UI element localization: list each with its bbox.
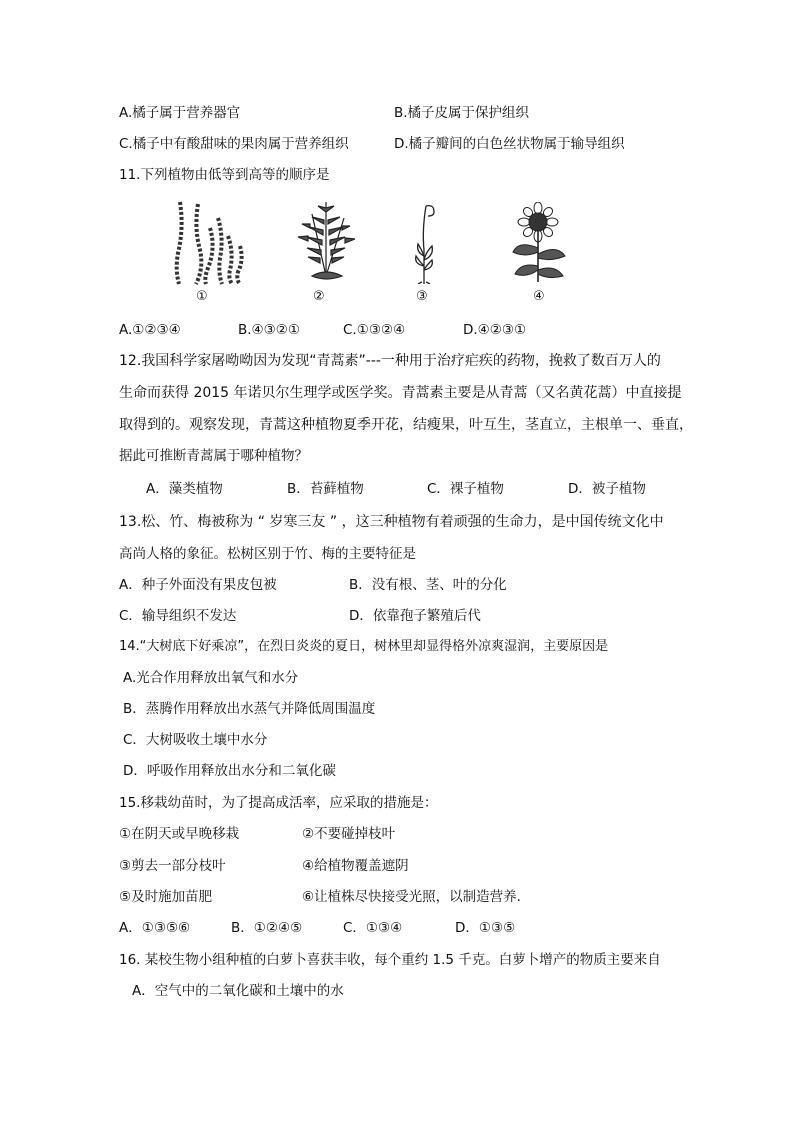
q15-option-c: C．①③④ (343, 920, 403, 936)
q10-option-b: B.橘子皮属于保护组织 (394, 105, 530, 121)
plant-label-1: ① (196, 289, 208, 304)
q11-option-b: B.④③②① (238, 322, 300, 338)
q15-item-6: ⑥让植株尽快接受光照，以制造营养. (302, 889, 521, 905)
q11-option-d: D.④②③① (463, 322, 527, 338)
q14-option-b: B．蒸腾作用释放出水蒸气并降低周围温度 (123, 701, 376, 717)
plant-label-4: ④ (533, 289, 545, 304)
q10-option-a: A.橘子属于营养器官 (119, 105, 241, 121)
q11-stem: 11.下列植物由低等到高等的顺序是 (119, 167, 330, 183)
q12-line-4: 据此可推断青蒿属于哪种植物？ (119, 448, 308, 464)
q12-option-a: A．藻类植物 (146, 481, 223, 497)
q12-option-d: D．被子植物 (568, 481, 646, 497)
moss-icon (410, 200, 440, 284)
q15-item-5: ⑤及时施加苗肥 (119, 889, 213, 905)
q15-item-1: ①在阴天或早晚移栽 (119, 826, 240, 842)
q16-stem: 16. 某校生物小组种植的白萝卜喜获丰收，每个重约 1.5 千克。白萝卜增产的物质主要来自 (119, 952, 661, 968)
plant-label-3: ③ (416, 289, 428, 304)
q12-option-b: B．苔藓植物 (287, 481, 364, 497)
q15-item-3: ③剪去一部分枝叶 (119, 858, 226, 874)
q11-option-a: A.①②③④ (119, 322, 181, 338)
q13-option-c: C．输导组织不发达 (119, 608, 237, 624)
q15-item-4: ④给植物覆盖遮阴 (302, 858, 409, 874)
q13-option-d: D．依靠孢子繁殖后代 (349, 608, 481, 624)
q10-option-d: D.橘子瓣间的白色丝状物属于输导组织 (394, 136, 625, 152)
q14-option-d: D．呼吸作用释放出水分和二氧化碳 (123, 763, 336, 779)
fern-icon (290, 196, 362, 282)
q12-line-1: 12.我国科学家屠呦呦因为发现“青蒿素”---一种用于治疗疟疾的药物，挽救了数百万人的 (119, 353, 661, 369)
q14-option-a: A.光合作用释放出氧气和水分 (123, 670, 299, 686)
q13-option-a: A．种子外面没有果皮包被 (119, 577, 277, 593)
q12-option-c: C．裸子植物 (427, 481, 504, 497)
q10-option-c: C.橘子中有酸甜味的果肉属于营养组织 (119, 136, 349, 152)
sunflower-icon (505, 202, 571, 284)
q15-option-b: B．①②④⑤ (231, 920, 303, 936)
plant-label-2: ② (313, 289, 325, 304)
q12-line-2: 生命而获得 2015 年诺贝尔生理学或医学奖。青蒿素主要是从青蒿（又名黄花蒿）中直接提 (119, 385, 682, 401)
q14-option-c: C．大树吸收土壤中水分 (123, 732, 268, 748)
q15-option-a: A．①③⑤⑥ (119, 920, 191, 936)
q13-line-1: 13.松、竹、梅被称为 “ 岁寒三友 ” ，这三种植物有着顽强的生命力，是中国传统文化中 (119, 514, 664, 530)
q14-stem: 14.“大树底下好乘凉”，在烈日炎炎的夏日，树林里却显得格外凉爽湿润，主要原因是 (119, 639, 609, 654)
q15-option-d: D．①③⑤ (455, 920, 516, 936)
q11-option-c: C.①③②④ (343, 322, 406, 338)
q13-line-2: 高尚人格的象征。松树区别于竹、梅的主要特征是 (119, 546, 416, 562)
q15-item-2: ②不要碰掉枝叶 (302, 826, 396, 842)
q15-stem: 15.移栽幼苗时，为了提高成活率，应采取的措施是： (119, 795, 438, 811)
algae-icon (170, 198, 248, 286)
q12-line-3: 取得到的。观察发现，青蒿这种植物夏季开花，结瘦果，叶互生，茎直立，主根单一、垂直， (119, 417, 693, 433)
q13-option-b: B．没有根、茎、叶的分化 (349, 577, 507, 593)
q16-option-a: A．空气中的二氧化碳和土壤中的水 (132, 983, 344, 999)
